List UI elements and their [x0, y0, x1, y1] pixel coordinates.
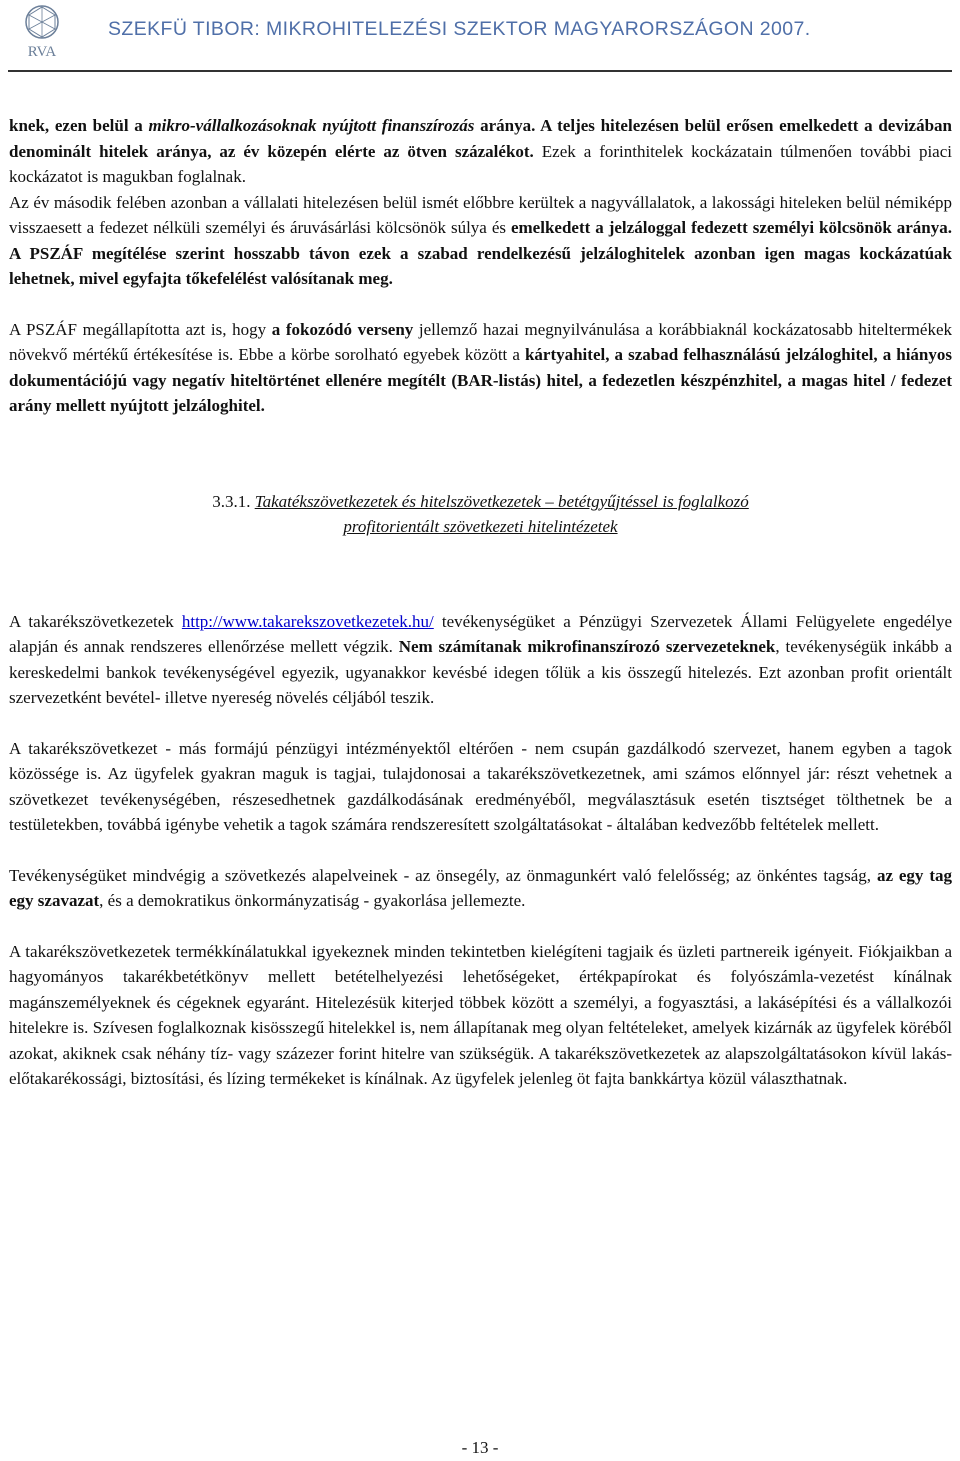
section-title-line-1: Takatékszövetkezetek és hitelszövetkezetek – betétgyűjtéssel is foglalkozó: [254, 491, 749, 511]
paragraph-2: [9, 190, 952, 292]
logo-lettering: RVA: [27, 44, 57, 60]
header-divider: [8, 70, 952, 72]
p4-text-3: , tevékenységük inkább a kereskedelmi bankok tevékenységével egyezik, ugyanakkor kevésbé idegen tőlük a kis összegű hitelezés. Ezt azonban profit orientált szervezetként bevétel- illetve nyereség növelés céljából teszik.: [9, 637, 952, 707]
section-heading: [9, 489, 952, 539]
paragraph-5: A takarékszövetkezet - más formájú pénzügyi intézményektől eltérően - nem csupán gazdálkodó szervezet, hanem egyben a tagok közössége is. Az ügyfelek gyakran maguk is tagjai, tulajdonosai a takarékszövetkezetnek, ami számos előnnyel jár: részt vehetnek a szövetkezet tevékenységében, részesedhetnek gazdálkodásának eredményéből, megválasztásuk esetén tisztséget tölthetnek be a testületekben, továbbá igénybe vehetik a tagok számára rendszeresített szolgáltatásokat - általában kedvezőbb feltételek mellett.: [9, 738, 952, 834]
p3-bold-1: a fokozódó verseny: [271, 319, 414, 339]
p1-text: Ezek a forinthitelek kockázatain túlmenően további piaci kockázatot is magukban foglalnak.: [9, 141, 952, 186]
paragraph-7: A takarékszövetkezetek termékkínálatukkal igyekeznek minden tekintetben kielégíteni tagjaik és üzleti partnereik igényeit. Fiókjaikban a hagyományos takarékbetétkönyv mellett betételhelyezési lehetőségeket, értékpapírokat és folyószámla-vezetést kínálnak magánszemélyeknek és cégeknek egyaránt. Hitelezésük kiterjed többek között a személyi, a fogyasztási, a lakásépítési és a vállalkozói hitelekre is. Szívesen foglalkoznak kisösszegű hitelekkel is, nem állapítanak meg olyan feltételeket, amelyek kizárnák az ügyfelek köréből azokat, akiknek csak néhány tíz- vagy százezer forint hitelre van szükségük. A takarékszövetkezetek az alapszolgáltatásokon kívül lakás-előtakarékossági, biztosítási, és lízing termékeket is kínálnak. Az ügyfelek jelenleg öt fajta bankkártya közül választhatnak.: [9, 941, 952, 1088]
p6-text-1: Tevékenységüket mindvégig a szövetkezés alapelveinek - az önsegély, az önmagunkért való felelősség; az önkéntes tagság,: [9, 865, 877, 885]
p1-bold-1: knek, ezen belül a: [9, 116, 149, 135]
p4-text-1: A takarékszövetkezetek: [9, 611, 182, 631]
p3-bold-2: kártyahitel, a szabad felhasználású jelzáloghitel, a hiányos dokumentációjú vagy negatív hiteltörténet ellenére megítélt (BAR-listás) hitel, a fedezetlen készpénzhitel, a magas hitel / fedezet arány mellett nyújtott jelzáloghitel.: [9, 345, 952, 415]
p6-bold: az egy tag egy szavazat: [9, 865, 952, 910]
p1-bold-2: aránya. A teljes hitelezésen belül erősen emelkedett a devizában denominált hitelek aránya, az év közepén elérte az ötven százalékot.: [9, 116, 952, 161]
p2-text: Az év második felében azonban a vállalati hitelezésen belül ismét előbbre kerültek a nagyvállalatok, a lakossági hiteleken belül némiképp visszaesett a fedezet nélküli személyi és áruvásárlási kölcsönök súlya és: [9, 192, 952, 237]
document-body: [9, 113, 952, 1092]
section-title-line-2: profitorientált szövetkezeti hitelintézetek: [343, 516, 618, 536]
p6-text-2: , és a demokratikus önkormányzatiság - gyakorlása jellemezte.: [99, 891, 526, 910]
paragraph-3: [9, 317, 952, 419]
paragraph-4: [9, 609, 952, 711]
p3-text-2: jellemző hazai megnyilvánulása a korábbiaknál kockázatosabb hiteltermékek növekvő mértékű értékesítése is. Ebbe a körbe sorolható egyebek között a: [9, 319, 952, 364]
page-header: [0, 0, 960, 66]
p4-bold: Nem számítanak mikrofinanszírozó szervezeteknek: [398, 637, 776, 656]
paragraph-1: [9, 113, 952, 190]
rva-logo: [22, 4, 62, 60]
p3-text-1: A PSZÁF megállapította azt is, hogy: [9, 319, 272, 339]
paragraph-6: [9, 863, 952, 914]
takarekszovetkezetek-link[interactable]: http://www.takarekszovetkezetek.hu/: [181, 611, 434, 631]
header-title: SZEKFÜ TIBOR: MIKROHITELEZÉSI SZEKTOR MAGYARORSZÁGON 2007.: [108, 18, 811, 40]
page-number: - 13 -: [461, 1438, 499, 1457]
p2-bold: emelkedett a jelzáloggal fedezett személyi kölcsönök aránya. A PSZÁF megítélése szerint hosszabb távon ezek a szabad rendelkezésű jelzáloghitelek azonban igen magas kockázatúak lehetnek, mivel egyfajta tőkefelélést valósítanak meg.: [9, 218, 953, 288]
section-number: 3.3.1.: [212, 491, 251, 511]
p4-text-2: tevékenységüket a Pénzügyi Szervezetek Állami Felügyelete engedélye alapján és annak rendszeres ellenőrzése mellett végzik.: [9, 611, 952, 656]
p1-bold-italic: mikro-vállalkozásoknak nyújtott finanszírozás: [148, 116, 475, 135]
